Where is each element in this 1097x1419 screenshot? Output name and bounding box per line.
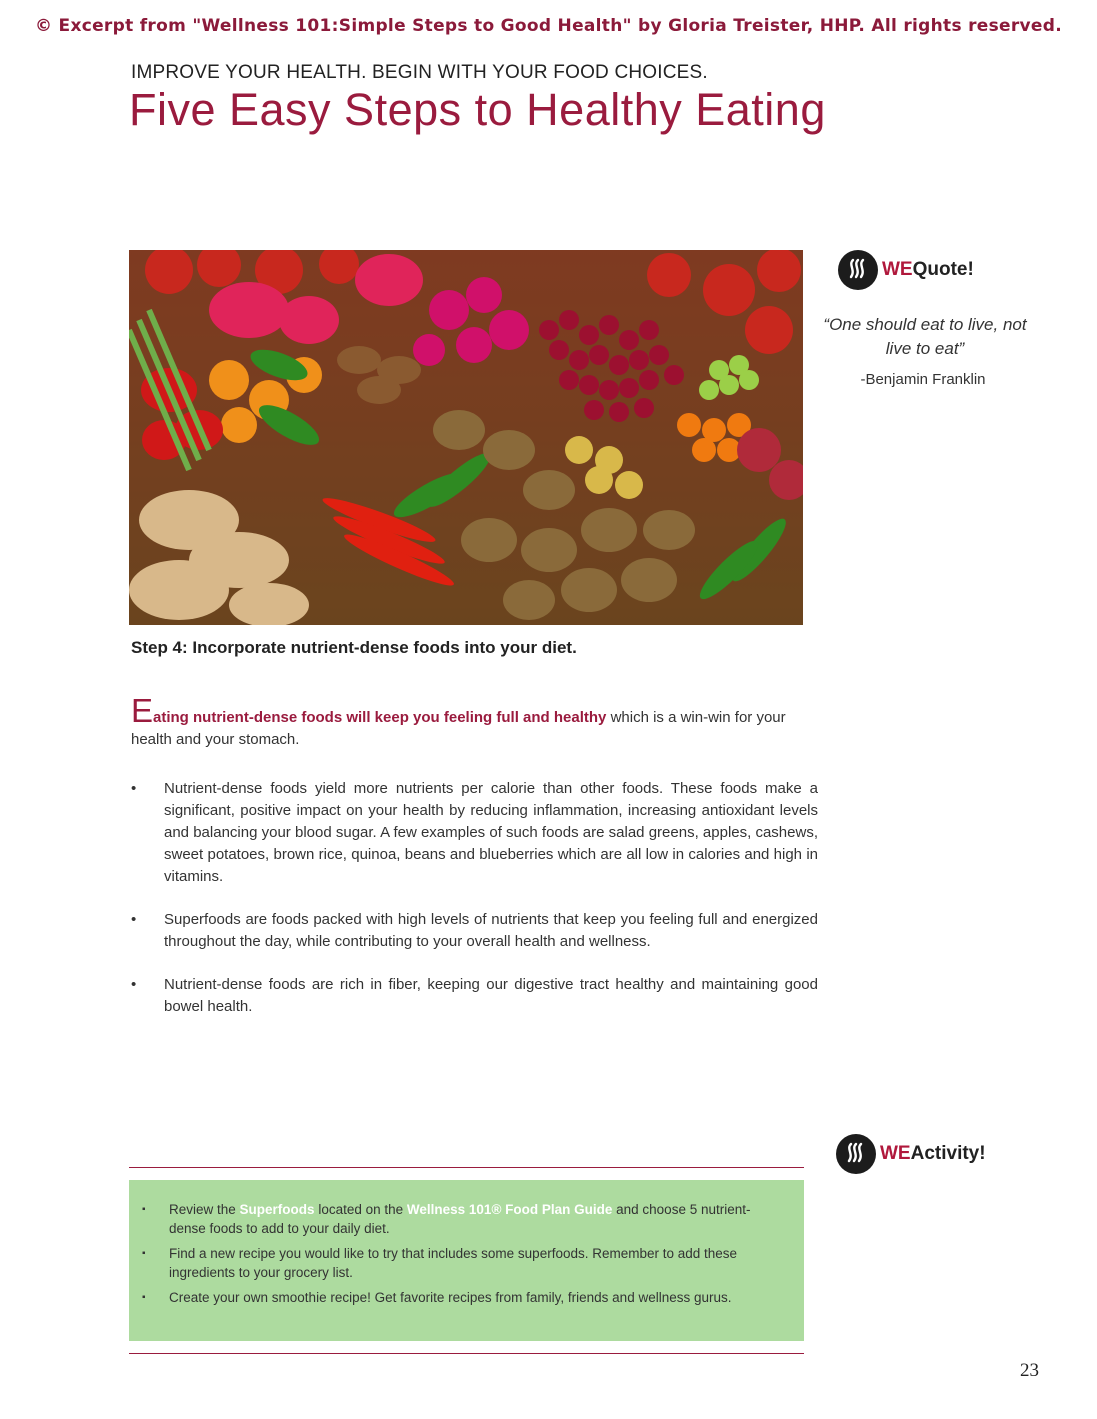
page-number: 23 (1020, 1360, 1039, 1381)
superfoods-link[interactable]: Superfoods (239, 1202, 315, 1217)
list-item (131, 974, 818, 1018)
bullet-icon: • (131, 911, 137, 928)
we-logo-icon (836, 1134, 876, 1174)
bullet-text: Nutrient-dense foods yield more nutrients per calorie than other foods. These foods make a significant, positive impact on your health by reducing inflammation, increasing antioxidant levels and balancing your blood sugar. A few examples of such foods are salad greens, apples, cashews, sweet potatoes, brown rice, quinoa, beans and blueberries which are all low in calories and high in vitamins. (164, 780, 818, 885)
lead-highlight: ating nutrient-dense foods will keep you feeling full and healthy (153, 709, 607, 726)
bullet-icon: • (131, 976, 137, 993)
produce-market-photo (129, 250, 803, 625)
list-item (131, 778, 818, 888)
step-caption: Step 4: Incorporate nutrient-dense foods into your diet. (131, 638, 577, 657)
wequote-badge (838, 250, 974, 290)
square-bullet-icon: ▪ (142, 1204, 146, 1215)
divider (129, 1167, 804, 1168)
square-bullet-icon: ▪ (142, 1292, 146, 1303)
lead-rest: which is a win-win for your health and your stomach. (131, 709, 786, 748)
quote-text: “One should eat to live, not live to eat” (823, 315, 1027, 358)
weactivity-badge (836, 1134, 986, 1174)
section-kicker: IMPROVE YOUR HEALTH. BEGIN WITH YOUR FOOD CHOICES. (131, 62, 708, 83)
activity-box (129, 1180, 804, 1341)
we-logo-icon (838, 250, 878, 290)
drop-cap: E (131, 692, 154, 729)
wequote-label: WEQuote! (882, 259, 974, 280)
activity-item: ▪ Find a new recipe you would like to try that includes some superfoods. Remember to add these ingredients to your grocery list. (142, 1246, 738, 1280)
list-item (131, 909, 818, 953)
divider (129, 1353, 804, 1354)
activity-item: ▪ Create your own smoothie recipe! Get favorite recipes from family, friends and wellness gurus. (142, 1290, 732, 1305)
food-plan-guide-link[interactable]: Wellness 101® Food Plan Guide (406, 1202, 613, 1217)
activity-list (129, 1180, 804, 1307)
activity-item: ▪ Review the Superfoods located on the Wellness 101® Food Plan Guide and choose 5 nutrient-dense foods to add to your daily diet. (142, 1202, 751, 1236)
copyright-notice: © Excerpt from "Wellness 101:Simple Steps to Good Health" by Gloria Treister, HHP. All rights reserved. (35, 16, 1062, 36)
bullet-text: Superfoods are foods packed with high levels of nutrients that keep you feeling full and energized throughout the day, while contributing to your overall health and wellness. (164, 911, 818, 950)
page-title: Five Easy Steps to Healthy Eating (129, 84, 826, 135)
square-bullet-icon: ▪ (142, 1248, 146, 1259)
bullet-text: Nutrient-dense foods are rich in fiber, keeping our digestive tract healthy and maintaining good bowel health. (164, 976, 818, 1015)
lead-paragraph (131, 692, 821, 751)
bullet-list (131, 778, 818, 1039)
weactivity-label: WEActivity! (880, 1143, 986, 1164)
quote-author: -Benjamin Franklin (860, 371, 986, 388)
bullet-icon: • (131, 780, 137, 797)
